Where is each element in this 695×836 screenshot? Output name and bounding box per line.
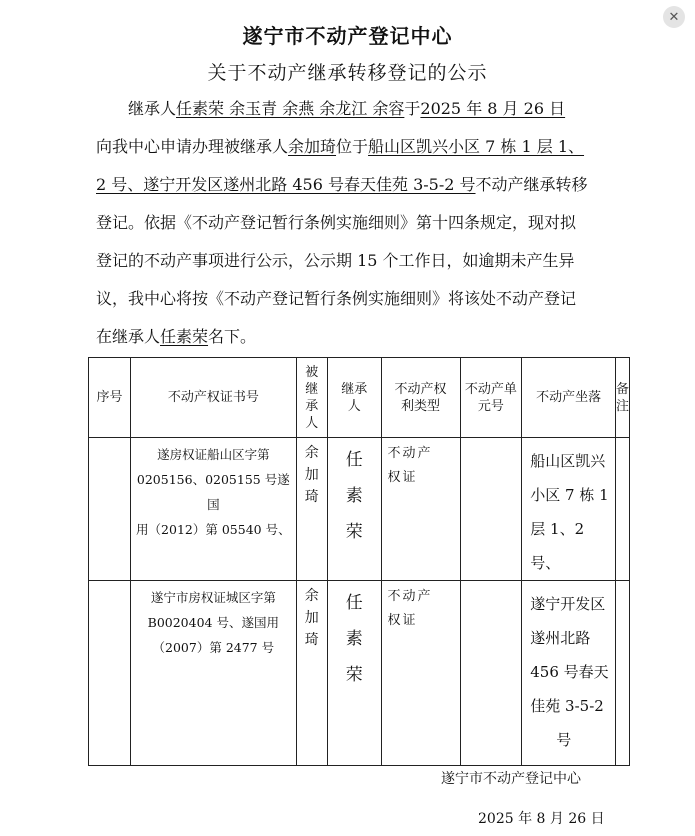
header-location: 不动产坐落 [522, 358, 616, 438]
issue-date: 2025 年 8 月 26 日 [478, 811, 605, 827]
table-row [89, 581, 630, 766]
body-line-3: 2 号、遂宁开发区遂州北路 456 号春天佳苑 3-5-2 号不动产继承转移 [96, 175, 588, 194]
header-seq: 序号 [89, 358, 131, 438]
notice-body [96, 90, 596, 356]
cell-cert: 遂宁市房权证城区字第 B0020404 号、遂国用 （2007）第 2477 号 [131, 581, 297, 766]
cell-heir: 任 素 荣 [327, 438, 381, 581]
cell-decedent: 余 加 琦 [296, 438, 327, 581]
body-line-6: 议，我中心将按《不动产登记暂行条例实施细则》将该处不动产登记 [96, 289, 577, 308]
property-location-1: 船山区凯兴小区 7 栋 1 层 1、 [368, 137, 585, 156]
property-location-2: 2 号、遂宁开发区遂州北路 456 号春天佳苑 3-5-2 号 [96, 175, 476, 194]
cell-note [615, 438, 629, 581]
cell-location: 遂宁开发区 遂州北路 456 号春天 佳苑 3-5-2 号 [522, 581, 616, 766]
page-subtitle: 关于不动产继承转移登记的公示 [207, 62, 488, 84]
table-row [89, 438, 630, 581]
cell-unit [460, 438, 522, 581]
header-heir: 继承人 [327, 358, 381, 438]
table-header-row [89, 358, 630, 438]
property-table [88, 357, 630, 766]
header-decedent: 被继承人 [296, 358, 327, 438]
body-line-4: 登记。依据《不动产登记暂行条例实施细则》第十四条规定，现对拟 [96, 213, 577, 232]
issuer-signature: 遂宁市不动产登记中心 [441, 771, 581, 787]
decedent-name: 余加琦 [288, 137, 337, 156]
body-line-7: 在继承人任素荣名下。 [96, 327, 257, 346]
close-icon[interactable]: ✕ [663, 6, 685, 28]
apply-date: 2025 年 8 月 26 日 [420, 99, 566, 118]
header-note: 备注 [615, 358, 629, 438]
cell-location: 船山区凯兴 小区 7 栋 1 层 1、2 号、 [522, 438, 616, 581]
header-right-type: 不动产权利类型 [381, 358, 460, 438]
cell-decedent: 余 加 琦 [296, 581, 327, 766]
page-title: 遂宁市不动产登记中心 [242, 24, 453, 48]
body-line-5: 登记的不动产事项进行公示，公示期 15 个工作日，如逾期未产生异 [96, 251, 575, 270]
cell-seq [89, 581, 131, 766]
heirs-names: 任素荣 余玉青 余燕 余龙江 余容 [176, 99, 405, 118]
header-cert: 不动产权证书号 [131, 358, 297, 438]
body-line-1: 继承人任素荣 余玉青 余燕 余龙江 余容于2025 年 8 月 26 日 [128, 99, 566, 118]
cell-note [615, 581, 629, 766]
cell-right-type: 不动产 权证 [381, 438, 460, 581]
body-line-2: 向我中心申请办理被继承人余加琦位于船山区凯兴小区 7 栋 1 层 1、 [96, 137, 585, 156]
cell-right-type: 不动产 权证 [381, 581, 460, 766]
heir-name: 任素荣 [160, 327, 209, 346]
cell-unit [460, 581, 522, 766]
cell-heir: 任 素 荣 [327, 581, 381, 766]
cell-cert: 遂房权证船山区字第 0205156、0205155 号遂国 用（2012）第 05540 号、 [131, 438, 297, 581]
header-unit: 不动产单元号 [460, 358, 522, 438]
cell-seq [89, 438, 131, 581]
